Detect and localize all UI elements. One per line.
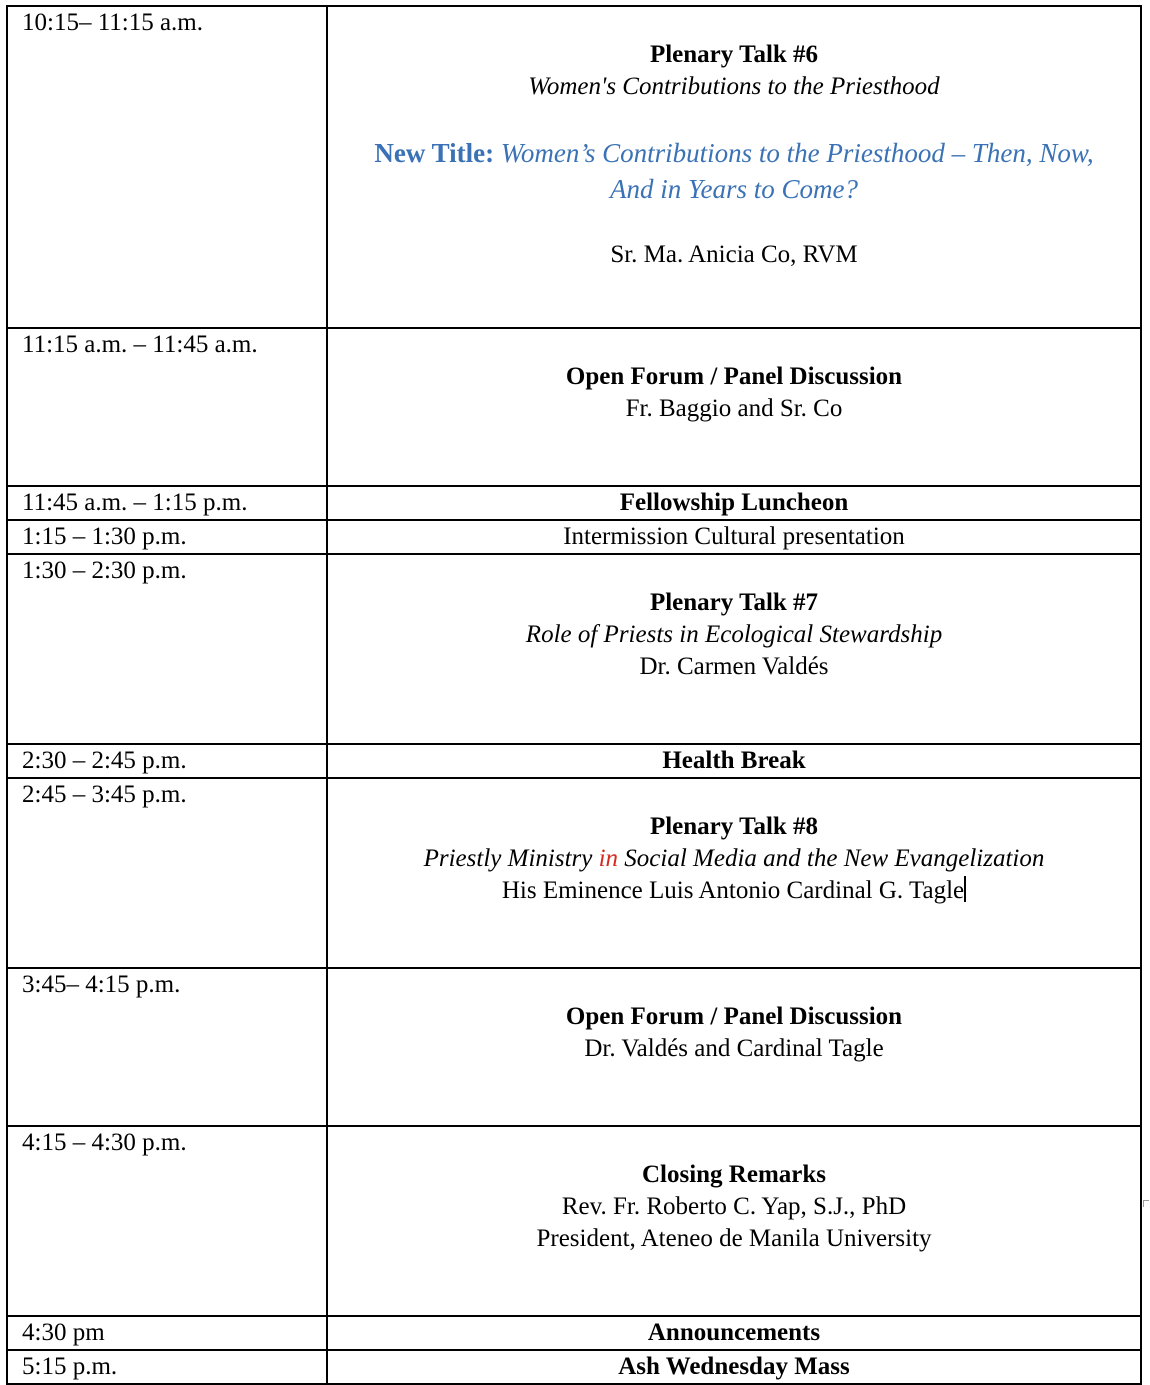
time-cell: 4:30 pm: [7, 1316, 327, 1350]
schedule-row: [7, 520, 1141, 554]
schedule-row: [7, 1350, 1141, 1384]
time-cell: 11:45 a.m. – 1:15 p.m.: [7, 486, 327, 520]
schedule-row: [7, 968, 1141, 1126]
session-speaker: Fr. Baggio and Sr. Co: [625, 395, 843, 422]
subtitle-highlight: in: [598, 845, 619, 872]
session-cell: [327, 6, 1141, 328]
session-title: Plenary Talk #8: [649, 813, 819, 840]
text-cursor: [964, 876, 966, 902]
session-title: Fellowship Luncheon: [327, 486, 1141, 520]
time-cell: 1:30 – 2:30 p.m.: [7, 554, 327, 744]
schedule-row: [7, 744, 1141, 778]
session-title: Plenary Talk #7: [649, 589, 819, 616]
time-cell: 2:45 – 3:45 p.m.: [7, 778, 327, 968]
time-cell: 2:30 – 2:45 p.m.: [7, 744, 327, 778]
schedule-row: [7, 6, 1141, 328]
session-speaker: Dr. Carmen Valdés: [639, 653, 829, 680]
session-cell: [327, 554, 1141, 744]
schedule-row: [7, 328, 1141, 486]
session-speaker: Sr. Ma. Anicia Co, RVM: [610, 241, 858, 268]
new-title-text: Women’s Contributions to the Priesthood – Then, Now,: [500, 138, 1094, 168]
schedule-row: [7, 486, 1141, 520]
session-title: Open Forum / Panel Discussion: [565, 363, 903, 390]
subtitle-part: Priestly Ministry: [423, 845, 593, 872]
session-speaker: Dr. Valdés and Cardinal Tagle: [584, 1035, 884, 1062]
session-cell: [327, 968, 1141, 1126]
session-cell: [327, 1126, 1141, 1316]
schedule-row: [7, 1126, 1141, 1316]
time-cell: 5:15 p.m.: [7, 1350, 327, 1384]
cell-corner-marker: [1143, 1200, 1149, 1207]
session-speaker-role: President, Ateneo de Manila University: [536, 1225, 932, 1252]
session-subtitle: Role of Priests in Ecological Stewardship: [525, 621, 943, 648]
time-cell: 10:15– 11:15 a.m.: [7, 6, 327, 328]
schedule-row: [7, 778, 1141, 968]
time-cell: 11:15 a.m. – 11:45 a.m.: [7, 328, 327, 486]
schedule-table: [6, 5, 1142, 1385]
schedule-row: [7, 554, 1141, 744]
time-cell: 4:15 – 4:30 p.m.: [7, 1126, 327, 1316]
new-title-label: New Title:: [374, 138, 495, 168]
session-title: Open Forum / Panel Discussion: [565, 1003, 903, 1030]
session-cell: [327, 778, 1141, 968]
schedule-row: [7, 1316, 1141, 1350]
session-title: Ash Wednesday Mass: [327, 1350, 1141, 1384]
new-title-line: [328, 135, 1140, 171]
session-subtitle: [328, 843, 1140, 875]
session-title: Announcements: [327, 1316, 1141, 1350]
session-subtitle: Women's Contributions to the Priesthood: [528, 73, 940, 100]
time-cell: 1:15 – 1:30 p.m.: [7, 520, 327, 554]
session-speaker: His Eminence Luis Antonio Cardinal G. Tagle: [501, 877, 965, 904]
session-speaker-line: [328, 875, 1140, 907]
session-title: Closing Remarks: [641, 1161, 827, 1188]
session-title: Plenary Talk #6: [649, 41, 819, 68]
session-text: Intermission Cultural presentation: [327, 520, 1141, 554]
new-title-continued: And in Years to Come?: [609, 174, 859, 204]
session-speaker: Rev. Fr. Roberto C. Yap, S.J., PhD: [561, 1193, 907, 1220]
time-cell: 3:45– 4:15 p.m.: [7, 968, 327, 1126]
subtitle-part: Social Media and the New Evangelization: [624, 845, 1045, 872]
session-title: Health Break: [327, 744, 1141, 778]
session-cell: [327, 328, 1141, 486]
